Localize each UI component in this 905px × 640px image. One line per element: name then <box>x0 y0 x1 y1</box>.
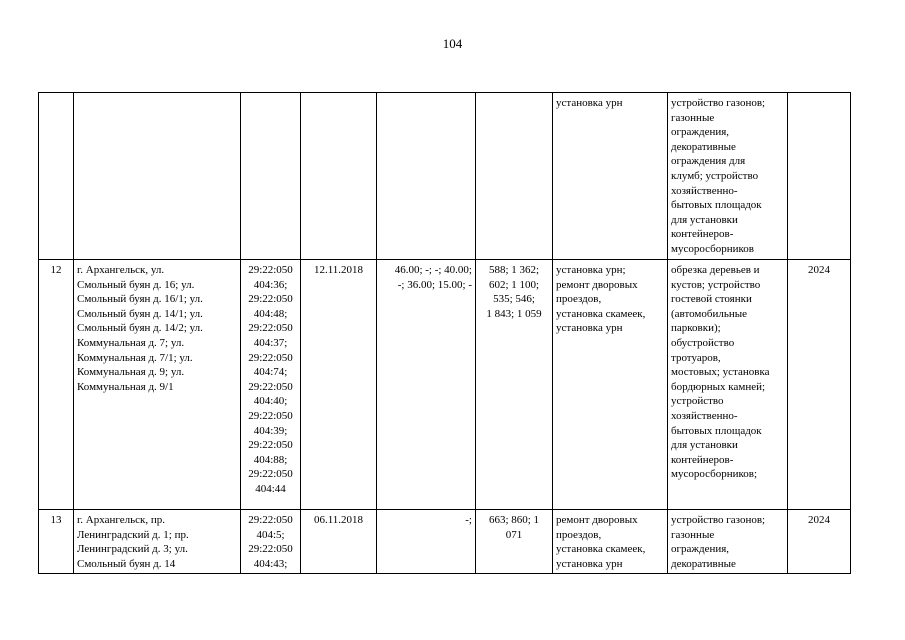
cell-text-line: 29:22:050 <box>248 439 293 452</box>
cell-text-line: устройство <box>671 395 724 408</box>
cell-text-line: 404:36; <box>253 278 288 291</box>
cell-text-line: хозяйственно- <box>671 184 738 197</box>
cell-address <box>74 93 241 260</box>
cell-text-line: газонные <box>671 528 715 541</box>
cell-year: 2024 <box>788 510 851 574</box>
cell-text-line: декоративные <box>671 557 736 570</box>
cell-text-line: тротуаров, <box>671 351 721 364</box>
cell-text-line: 46.00; -; -; 40.00; <box>394 264 472 276</box>
cell-cadastral <box>241 510 301 574</box>
cell-text-line: декоративные <box>671 140 736 153</box>
cell-text-line: ограждения, <box>671 126 730 139</box>
cell-text-line: установка урн <box>556 97 623 109</box>
cell-areas <box>377 510 476 574</box>
cell-text-line: бытовых площадок <box>671 199 762 212</box>
cell-text-line: Ленинградский д. 1; пр. <box>77 528 189 541</box>
cell-sizes <box>476 93 553 260</box>
cell-address <box>74 510 241 574</box>
cell-date <box>301 93 377 260</box>
cell-text-line: -; <box>465 514 472 526</box>
cell-text-line: 29:22:050 <box>248 293 293 306</box>
cell-text-line: хозяйственно- <box>671 409 738 422</box>
cell-text-line: 404:48; <box>253 307 288 320</box>
page-number: 104 <box>442 36 463 51</box>
table-row <box>39 260 851 510</box>
cell-text-line: 29:22:050 <box>248 322 293 335</box>
cell-text-line: Смольный буян д. 14/2; ул. <box>77 322 203 335</box>
table-row <box>39 93 851 260</box>
cell-text-line: для установки <box>671 213 738 226</box>
cell-text-line: мусоросборников <box>671 242 754 255</box>
cell-text-line: 404:39; <box>253 424 288 437</box>
addresses-table <box>38 92 851 574</box>
cell-text-line: проездов, <box>556 528 602 541</box>
cell-text-line: 29:22:050 <box>248 380 293 393</box>
cell-text-line: г. Архангельск, пр. <box>77 514 165 526</box>
cell-text-line: проездов, <box>556 293 602 306</box>
cell-date: 12.11.2018 <box>301 260 377 510</box>
cell-text-line: г. Архангельск, ул. <box>77 264 165 276</box>
cell-text-line: устройство газонов; <box>671 97 766 109</box>
cell-text-line: 29:22:050 <box>248 543 293 556</box>
cell-text-line: -; 36.00; 15.00; - <box>397 278 472 291</box>
cell-text-line: мусоросборников; <box>671 468 758 481</box>
cell-year <box>788 93 851 260</box>
cell-text-line: клумб; устройство <box>671 169 759 182</box>
cell-text-line: обрезка деревьев и <box>671 264 760 276</box>
cell-text-line: 404:44 <box>255 482 286 495</box>
cell-cadastral <box>241 93 301 260</box>
cell-text-line: Ленинградский д. 3; ул. <box>77 543 188 556</box>
cell-text-line: установка скамеек, <box>556 307 646 320</box>
cell-text-line: 1 843; 1 059 <box>486 307 542 320</box>
cell-text-line: 588; 1 362; <box>488 264 540 276</box>
cell-sizes <box>476 260 553 510</box>
cell-address <box>74 260 241 510</box>
cell-sizes <box>476 510 553 574</box>
cell-number: 12 <box>39 260 74 510</box>
cell-text-line: 404:37; <box>253 336 288 349</box>
cell-text-line: 29:22:050 <box>248 264 293 276</box>
cell-cadastral <box>241 260 301 510</box>
cell-text-line: кустов; устройство <box>671 278 761 291</box>
cell-text-line: 404:74; <box>253 366 288 379</box>
cell-text-line: устройство газонов; <box>671 514 766 526</box>
cell-text-line: Смольный буян д. 14 <box>77 557 176 570</box>
cell-text-line: ограждения для <box>671 155 746 168</box>
cell-text-line: Коммунальная д. 9/1 <box>77 380 174 393</box>
cell-text-line: 29:22:050 <box>248 409 293 422</box>
cell-text-line: 071 <box>505 528 523 541</box>
cell-text-line: Смольный буян д. 16; ул. <box>77 278 195 291</box>
cell-text-line: 29:22:050 <box>248 351 293 364</box>
cell-text-line: гостевой стоянки <box>671 293 752 306</box>
cell-text-line: мостовых; установка <box>671 366 770 379</box>
cell-text-line: 535; 546; <box>493 293 535 306</box>
cell-number: 13 <box>39 510 74 574</box>
cell-text-line: 602; 1 100; <box>488 278 540 291</box>
cell-text-line: 404:40; <box>253 395 288 408</box>
cell-year: 2024 <box>788 260 851 510</box>
cell-text-line: 663; 860; 1 <box>488 514 540 526</box>
cell-text-line: 404:88; <box>253 453 288 466</box>
cell-text-line: бытовых площадок <box>671 424 762 437</box>
cell-text-line: Коммунальная д. 7; ул. <box>77 336 185 349</box>
cell-text-line: газонные <box>671 111 715 124</box>
cell-text-line: установка урн <box>556 557 623 570</box>
cell-works-min <box>553 93 668 260</box>
cell-text-line: установка скамеек, <box>556 543 646 556</box>
cell-works-min <box>553 510 668 574</box>
cell-text-line: Коммунальная д. 7/1; ул. <box>77 351 193 364</box>
cell-text-line: 404:5; <box>256 528 285 541</box>
cell-text-line: 29:22:050 <box>248 468 293 481</box>
cell-text-line: обустройство <box>671 336 735 349</box>
cell-text-line: установка урн <box>556 322 623 335</box>
cell-text-line: Смольный буян д. 14/1; ул. <box>77 307 203 320</box>
cell-text-line: контейнеров- <box>671 453 734 466</box>
cell-text-line: Смольный буян д. 16/1; ул. <box>77 293 203 306</box>
cell-text-line: ограждения, <box>671 543 730 556</box>
cell-date: 06.11.2018 <box>301 510 377 574</box>
cell-works-additional <box>668 93 788 260</box>
cell-text-line: 404:43; <box>253 557 288 570</box>
cell-works-additional <box>668 510 788 574</box>
cell-text-line: установка урн; <box>556 264 626 276</box>
cell-text-line: для установки <box>671 439 738 452</box>
cell-areas <box>377 93 476 260</box>
cell-number <box>39 93 74 260</box>
cell-areas <box>377 260 476 510</box>
table-row <box>39 510 851 574</box>
cell-text-line: ремонт дворовых <box>556 278 638 291</box>
cell-text-line: бордюрных камней; <box>671 380 766 393</box>
cell-works-additional <box>668 260 788 510</box>
cell-text-line: контейнеров- <box>671 228 734 241</box>
cell-works-min <box>553 260 668 510</box>
cell-text-line: Коммунальная д. 9; ул. <box>77 366 185 379</box>
cell-text-line: (автомобильные <box>671 307 748 320</box>
cell-text-line: 29:22:050 <box>248 514 293 526</box>
cell-text-line: парковки); <box>671 322 721 335</box>
cell-text-line: ремонт дворовых <box>556 514 638 526</box>
